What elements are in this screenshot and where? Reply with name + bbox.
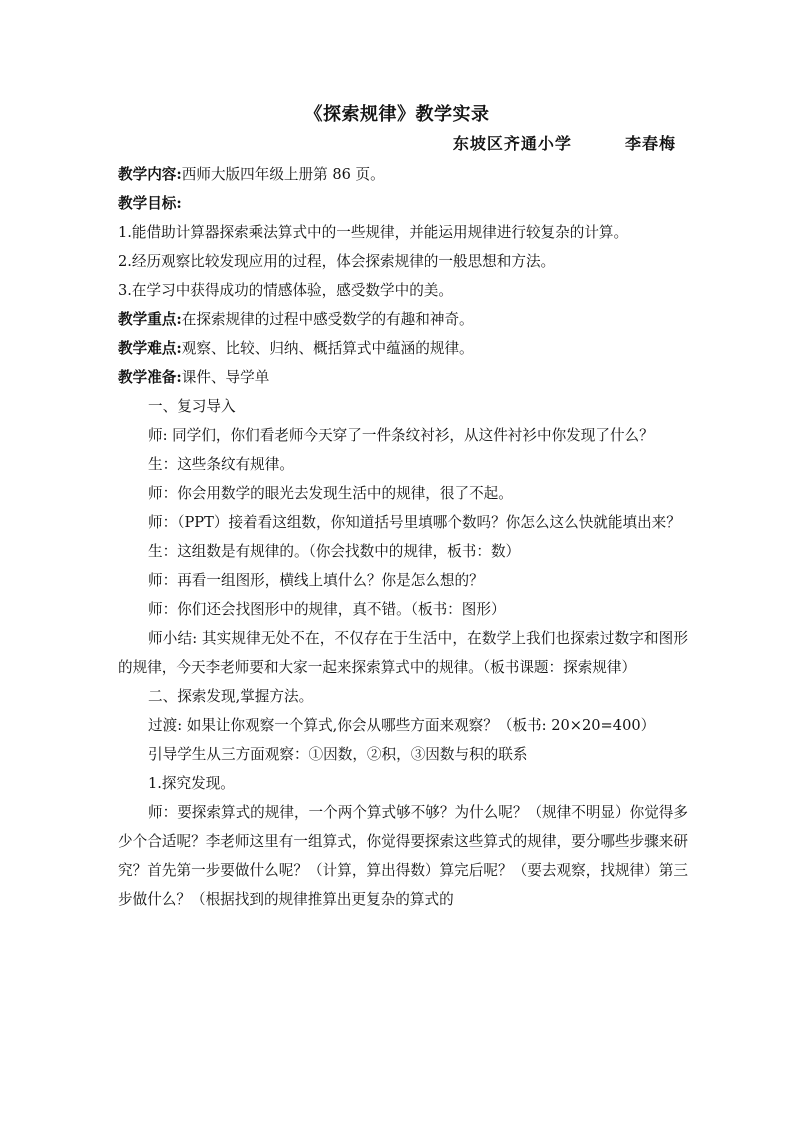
- goal-item-2: 2.经历观察比较发现应用的过程，体会探索规律的一般思想和方法。: [118, 253, 556, 270]
- paragraph-student-numbers: 生：这组数是有规律的。（你会找数中的规律，板书：数）: [148, 543, 521, 560]
- preparation-text: 课件、导学单: [181, 369, 270, 386]
- preparation-label: 教学准备:: [118, 369, 182, 386]
- key-point-label: 教学重点:: [118, 311, 182, 328]
- goals-label: 教学目标:: [118, 195, 182, 212]
- paragraph-teacher-praise: 师：你会用数学的眼光去发现生活中的规律，很了不起。: [148, 485, 513, 502]
- difficulty-text: 观察、比较、归纳、概括算式中蕴涵的规律。: [181, 340, 474, 357]
- preparation-line: [118, 363, 688, 392]
- difficulty-line: [118, 334, 688, 363]
- key-point-text: 在探索规律的过程中感受数学的有趣和神奇。: [181, 311, 474, 328]
- paragraph-teacher-steps: 师：要探索算式的规律，一个两个算式够不够？为什么呢？（规律不明显）你觉得多少个合适呢？李老师这里有一组算式，你觉得要探索这些算式的规律，要分哪些步骤来研究？首先第一步要做什么呢？（计算，算出得数）算完后呢？（要去观察，找规律）第三步做什么？（根据找到的规律推算出更复杂的算式的: [118, 804, 688, 908]
- document-title: 《探索规律》教学实录: [304, 104, 490, 125]
- document-body: [118, 160, 688, 914]
- section-heading-review: 一、复习导入: [148, 398, 236, 415]
- goals-heading: [118, 189, 688, 218]
- goal-item-3: 3.在学习中获得成功的情感体验，感受数学中的美。: [118, 282, 453, 299]
- content-text: 西师大版四年级上册第 86 页。: [181, 166, 385, 183]
- paragraph-transition: 过渡: 如果让你观察一个算式,你会从哪些方面来观察？（板书: 20×20=400）: [148, 717, 656, 734]
- content-line: [118, 160, 688, 189]
- content-label: 教学内容:: [118, 166, 182, 183]
- paragraph-teacher-shapes: 师：再看一组图形，横线上填什么？你是怎么想的？: [148, 572, 484, 589]
- difficulty-label: 教学难点:: [118, 340, 182, 357]
- paragraph-teacher-shapes-praise: 师：你们还会找图形中的规律，真不错。（板书：图形）: [148, 601, 506, 618]
- author-byline: 东坡区齐通小学 李春梅: [452, 134, 676, 153]
- key-point-line: [118, 305, 688, 334]
- section-heading-explore: 二、探索发现,掌握方法。: [148, 688, 314, 705]
- paragraph-teacher-shirt: 师: 同学们，你们看老师今天穿了一件条纹衬衫，从这件衬衫中你发现了什么？: [148, 427, 654, 444]
- goal-item-1: 1.能借助计算器探索乘法算式中的一些规律，并能运用规律进行较复杂的计算。: [118, 224, 629, 241]
- paragraph-teacher-summary: 师小结: 其实规律无处不在，不仅存在于生活中，在数学上我们也探索过数字和图形的规律，今天李老师要和大家一起来探索算式中的规律。（板书课题：探索规律）: [118, 630, 688, 676]
- paragraph-guide-observe: 引导学生从三方面观察：①因数，②积，③因数与积的联系: [148, 746, 528, 763]
- subsection-heading-discover: 1.探究发现。: [148, 775, 235, 792]
- paragraph-teacher-numbers: 师：（PPT）接着看这组数，你知道括号里填哪个数吗？你怎么这么快就能填出来？: [148, 514, 681, 531]
- paragraph-student-stripes: 生：这些条纹有规律。: [148, 456, 294, 473]
